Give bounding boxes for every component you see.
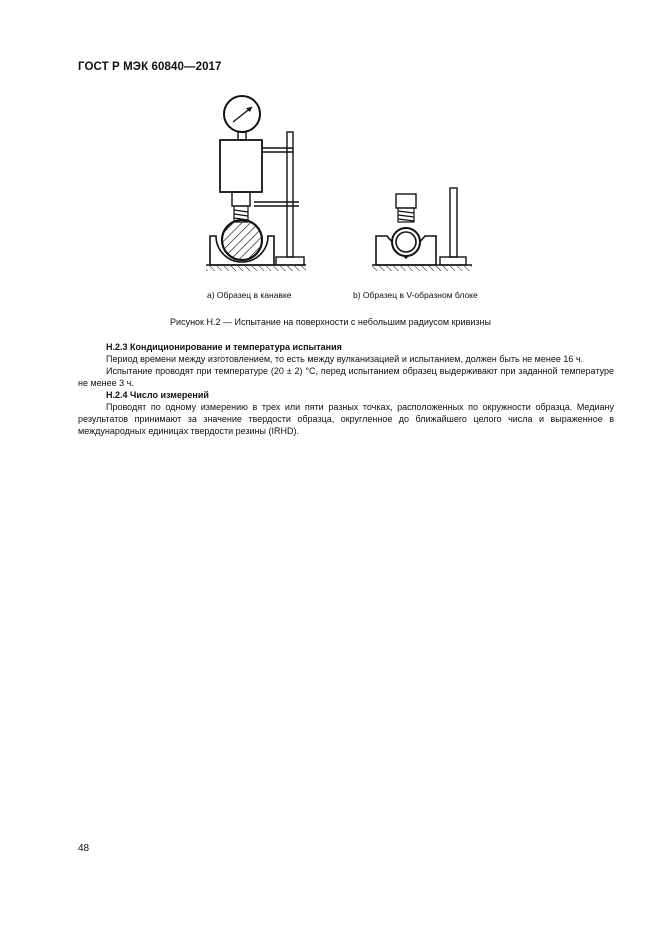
- apparatus-groove: [206, 96, 306, 271]
- section-conditioning: [78, 341, 614, 437]
- section-heading: Н.2.4 Число измерений: [106, 390, 209, 400]
- paragraph: Испытание проводят при температуре (20 ± 2) °С, перед испытанием образец выдерживают при заданной температуре не менее 3 ч.: [78, 366, 614, 388]
- figure-title: Рисунок Н.2 — Испытание на поверхности с небольшим радиусом кривизны: [170, 317, 491, 327]
- document-header: ГОСТ Р МЭК 60840—2017: [78, 61, 222, 73]
- paragraph: Период времени между изготовлением, то есть между вулканизацией и испытанием, должен быть не менее 16 ч.: [106, 354, 584, 364]
- apparatus-v-block: [372, 188, 472, 271]
- paragraph: Проводят по одному измерению в трех или пяти разных точках, расположенных по окружности образца. Медиану результатов принимают за значение твердости образца, округленное до ближайшего целого числа и выраженное в международных единицах твердости резины (IRHD).: [78, 402, 614, 436]
- figure-caption-a: а) Образец в канавке: [207, 290, 292, 300]
- page-number: 48: [78, 843, 90, 854]
- section-heading: Н.2.3 Кондиционирование и температура испытания: [106, 342, 342, 352]
- figure-caption-b: b) Образец в V-образном блоке: [353, 290, 478, 300]
- test-figure: [196, 90, 476, 280]
